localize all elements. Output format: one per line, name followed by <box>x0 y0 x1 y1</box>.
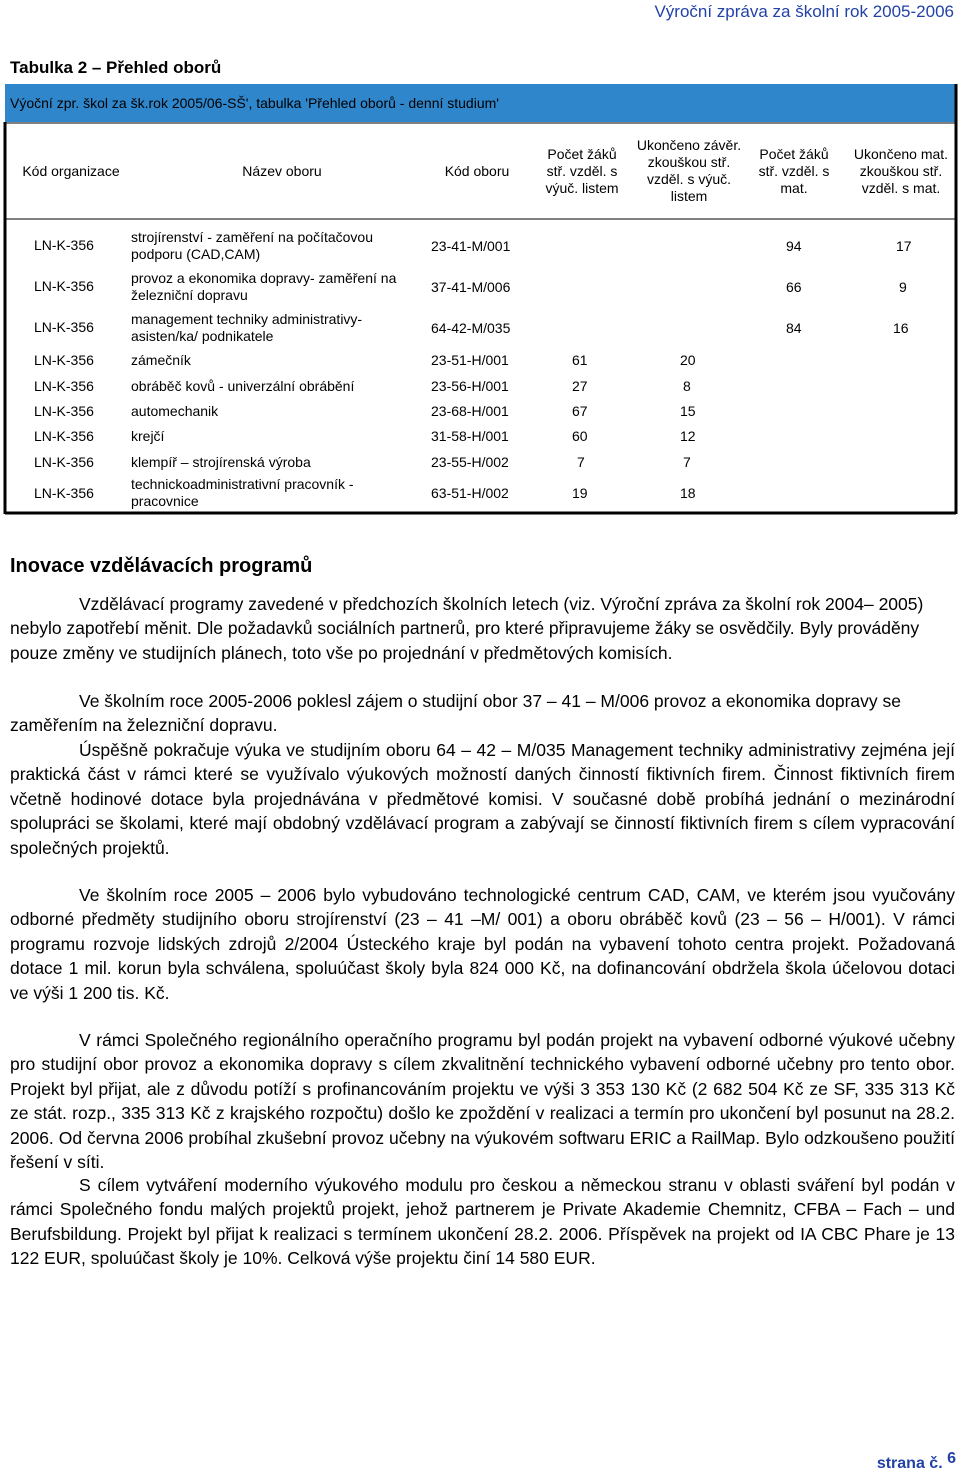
cell-org: LN-K-356 <box>34 454 94 470</box>
cell-mat-done: 9 <box>899 279 907 295</box>
paragraph: Ve školním roce 2005-2006 poklesl zájem o studijní obor 37 – 41 – M/006 provoz a ekonomika dopravy se zaměřením na železniční dopravu. <box>10 691 902 736</box>
cell-vyuc-count: 7 <box>577 454 585 470</box>
cell-code: 23-55-H/002 <box>431 454 509 470</box>
cell-code: 31-58-H/001 <box>431 428 509 444</box>
cell-vyuc-count: 67 <box>572 403 588 419</box>
cell-vyuc-done: 12 <box>680 428 696 444</box>
cell-name: krejčí <box>131 428 165 444</box>
page-label: strana č. <box>876 1455 943 1472</box>
cell-name: management techniky administrativy- asisten/ka/ podnikatele <box>131 311 363 344</box>
col-header-mat-done: Ukončeno mat. zkouškou stř. vzděl. s mat. <box>853 145 949 196</box>
cell-vyuc-done: 18 <box>680 485 696 501</box>
col-header-vyuc-count: Počet žáků stř. vzděl. s výuč. listem <box>545 145 619 196</box>
cell-name: strojírenství - zaměření na počítačovou podporu (CAD,CAM) <box>131 229 373 262</box>
table-source-text: Výoční zpr. škol za šk.rok 2005/06-SŠ', tabulka 'Přehled oborů - denní studium' <box>10 95 499 111</box>
cell-code: 63-51-H/002 <box>431 485 509 501</box>
col-header-vyuc-done: Ukončeno závěr. zkouškou stř. vzděl. s výuč. listem <box>636 137 742 204</box>
cell-org: LN-K-356 <box>34 237 94 253</box>
cell-name: zámečník <box>131 352 191 368</box>
cell-name: technickoadministrativní pracovník - pracovnice <box>131 476 354 509</box>
cell-code: 23-56-H/001 <box>431 378 509 394</box>
cell-code: 37-41-M/006 <box>431 279 511 295</box>
page-number: 6 <box>947 1450 956 1467</box>
cell-mat-count: 66 <box>786 279 802 295</box>
col-header-field-code: Kód oboru <box>444 162 510 179</box>
col-header-org-code: Kód organizace <box>22 162 120 179</box>
cell-mat-count: 94 <box>786 238 802 254</box>
paragraph: S cílem vytváření moderního výukového modulu pro českou a německou stranu v oblasti sváření byl podán v rámci Společného fondu malých projektů projekt, jehož partnerem je Private Akademie Chemnitz, CFBA – Fach – und Berufsbildung. Projekt byl přijat k realizaci s termínem ukončení 28.2. 2006. Příspěvek na projekt od IA CBC Phare je 13 122 EUR, spoluúčast školy je 10%. Celková výše projektu činí 14 580 EUR. <box>10 1175 955 1269</box>
col-header-field-name: Název oboru <box>242 162 322 179</box>
cell-org: LN-K-356 <box>34 403 94 419</box>
table-title: Tabulka 2 – Přehled oborů <box>10 58 222 77</box>
col-header-mat-count: Počet žáků stř. vzděl. s mat. <box>758 145 830 196</box>
paragraph: V rámci Společného regionálního operačního programu byl podán projekt na vybavení odborné výukové učebny pro studijní obor provoz a ekonomika dopravy s cílem zkvalitnění technického vybavení odborné učebny pro tento obor. Projekt byl přijat, ale z důvodu potíží s profinancováním projektu ve výši 3 353 130 Kč (2 682 504 Kč ze SF, 335 313 Kč ze stát. rozp., 335 313 Kč z krajského rozpočtu) došlo ke zpoždění v realizaci a termín pro ukončení byl posunut na 28.2. 2006. Od června 2006 probíhal zkušební provoz učebny na výukovém softwaru ERIC a RailMap. Bylo odzkoušeno použití řešení v síti. <box>10 1030 955 1173</box>
cell-code: 23-41-M/001 <box>431 238 511 254</box>
cell-vyuc-done: 20 <box>680 352 696 368</box>
paragraph: Ve školním roce 2005 – 2006 bylo vybudováno technologické centrum CAD, CAM, ve kterém jsou vyučovány odborné předměty studijního oboru strojírenství (23 – 41 –M/ 001) a oboru obráběč kovů (23 – 56 – H/001). V rámci programu rozvoje lidských zdrojů 2/2004 Ústeckého kraje byl podán na vybavení tohoto centra projekt. Požadovaná dotace 1 mil. korun byla schválena, spoluúčast školy byla 824 000 Kč, na dofinancování obdržela škola účelovou dotaci ve výši 1 200 tis. Kč. <box>10 885 955 1003</box>
cell-vyuc-done: 7 <box>683 454 691 470</box>
cell-vyuc-count: 27 <box>572 378 588 394</box>
cell-vyuc-count: 19 <box>572 485 588 501</box>
cell-name: klempíř – strojírenská výroba <box>131 454 311 470</box>
cell-org: LN-K-356 <box>34 378 94 394</box>
cell-org: LN-K-356 <box>34 319 94 335</box>
cell-vyuc-done: 15 <box>680 403 696 419</box>
cell-mat-count: 84 <box>786 320 802 336</box>
cell-vyuc-count: 60 <box>572 428 588 444</box>
cell-name: provoz a ekonomika dopravy- zaměření na železniční dopravu <box>131 270 397 303</box>
cell-org: LN-K-356 <box>34 428 94 444</box>
page-footer <box>876 1450 956 1473</box>
cell-name: obráběč kovů - univerzální obrábění <box>131 378 355 394</box>
paragraph: Úspěšně pokračuje výuka ve studijním oboru 64 – 42 – M/035 Management techniky administrativy zejména její praktická část v rámci které se využívalo výukových možností daných činností fiktivních firem. Činnost fiktivních firem včetně hodinové dotace byla projednávána v předmětové komisi. V současné době probíhá jednání o mezinárodní spolupráci se školami, které mají obdobný vzdělávací program a zabývají se činností fiktivních firem s cílem vypracování společných projektů. <box>10 740 955 858</box>
cell-org: LN-K-356 <box>34 278 94 294</box>
cell-vyuc-count: 61 <box>572 352 588 368</box>
section-heading: Inovace vzdělávacích programů <box>10 555 313 577</box>
cell-code: 64-42-M/035 <box>431 320 511 336</box>
cell-org: LN-K-356 <box>34 485 94 501</box>
cell-vyuc-done: 8 <box>683 378 691 394</box>
cell-org: LN-K-356 <box>34 352 94 368</box>
cell-code: 23-51-H/001 <box>431 352 509 368</box>
cell-mat-done: 16 <box>893 320 909 336</box>
running-header: Výroční zpráva za školní rok 2005-2006 <box>654 2 954 21</box>
cell-code: 23-68-H/001 <box>431 403 509 419</box>
cell-name: automechanik <box>131 403 219 419</box>
paragraph: Vzdělávací programy zavedené v předchozích školních letech (viz. Výroční zpráva za školní rok 2004– 2005) nebylo zapotřebí měnit. Dle požadavků sociálních partnerů, pro které připravujeme žáky se osvědčily. Byly prováděny pouze změny ve studijních plánech, toto vše po projednání v předmětových komisích. <box>10 594 924 663</box>
cell-mat-done: 17 <box>896 238 912 254</box>
